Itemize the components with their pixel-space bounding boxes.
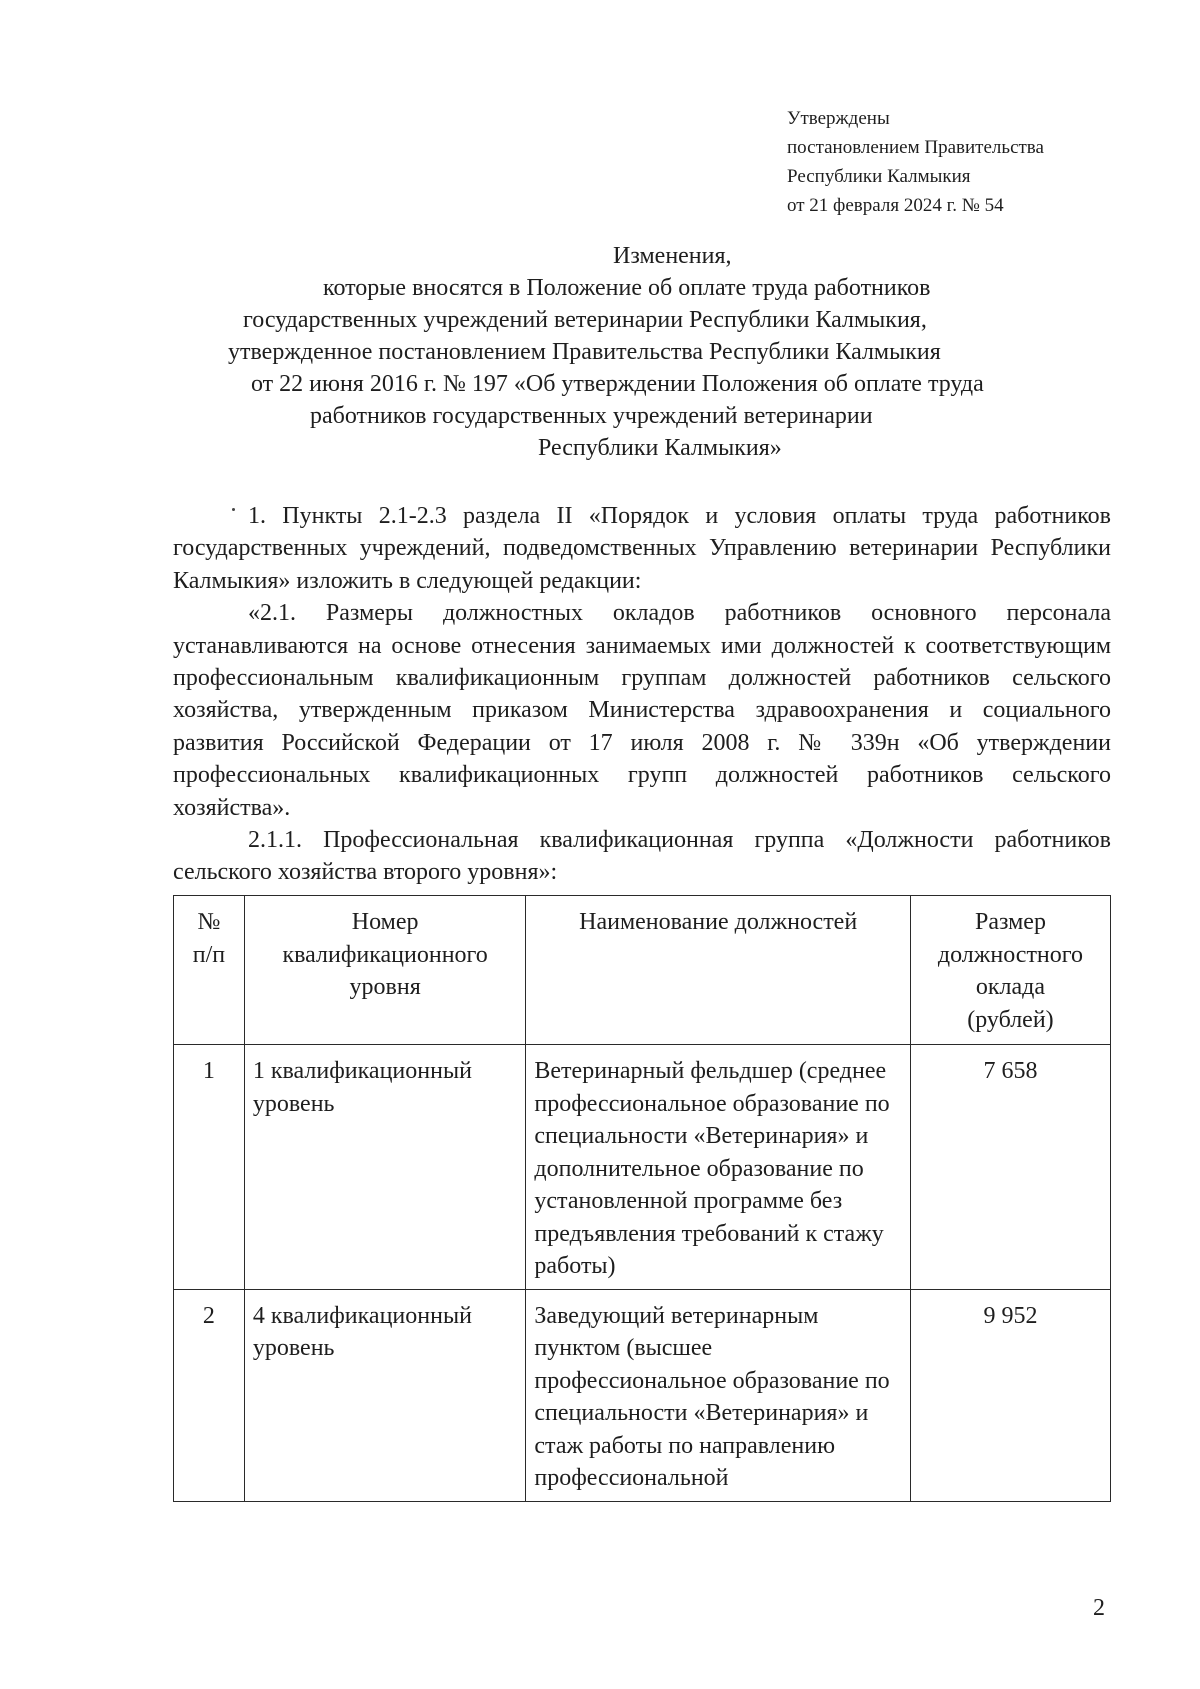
heading-line: утвержденное постановлением Правительства Республики Калмыкия: [228, 339, 941, 365]
header-qualification-level: Номер квалификационного уровня: [244, 896, 526, 1045]
body-paragraph: 2.1.1. Профессиональная квалификационная группа «Должности работников сельского хозяйства второго уровня»:: [173, 827, 1111, 886]
salary-table: [173, 895, 1111, 1502]
row-position-name: Заведующий ветеринарным пунктом (высшее профессиональное образование по специальности «Ветеринария» и стаж работы по направлению профессиональной: [526, 1289, 911, 1501]
heading-line: работников государственных учреждений ветеринарии: [310, 403, 873, 429]
page-number: 2: [1093, 1595, 1105, 1621]
row-salary: 7 658: [910, 1045, 1110, 1290]
document-body: [173, 500, 1111, 889]
row-position-name: Ветеринарный фельдшер (среднее профессиональное образование по специальности «Ветеринария» и дополнительное образование по установленной программе без предъявления требований к стажу работы): [526, 1045, 911, 1290]
approval-block: [787, 104, 1044, 220]
heading-line: от 22 июня 2016 г. № 197 «Об утверждении Положения об оплате труда: [251, 371, 984, 397]
table-row: [174, 1045, 1111, 1290]
table-header-row: [174, 896, 1111, 1045]
heading-line: которые вносятся в Положение об оплате труда работников: [323, 275, 931, 301]
header-position-name: Наименование должностей: [526, 896, 911, 1045]
approval-line: постановлением Правительства: [787, 137, 1044, 158]
heading-title: Изменения,: [613, 243, 732, 269]
heading-line: государственных учреждений ветеринарии Республики Калмыкия,: [243, 307, 927, 333]
header-number: № п/п: [174, 896, 245, 1045]
approval-line: Республики Калмыкия: [787, 166, 971, 187]
row-number: 1: [174, 1045, 245, 1290]
document-heading: [200, 240, 1120, 464]
body-paragraph: 1. Пункты 2.1-2.3 раздела II «Порядок и условия оплаты труда работников государственных учреждений, подведомственных Управлению ветеринарии Республики Калмыкия» изложить в следующей редакции:: [173, 503, 1111, 594]
row-salary: 9 952: [910, 1289, 1110, 1501]
row-number: 2: [174, 1289, 245, 1501]
header-salary: Размер должностного оклада (рублей): [910, 896, 1110, 1045]
body-paragraph: «2.1. Размеры должностных окладов работников основного персонала устанавливаются на основе отнесения занимаемых ими должностей к соответствующим профессиональным квалификационным группам должностей работников сельского хозяйства, утвержденным приказом Министерства здравоохранения и социального развития Российской Федерации от 17 июля 2008 г. № 339н «Об утверждении профессиональных квалификационных групп должностей работников сельского хозяйства».: [173, 600, 1111, 821]
heading-line: Республики Калмыкия»: [538, 435, 782, 461]
table-row: [174, 1289, 1111, 1501]
row-level: 4 квалификационный уровень: [244, 1289, 526, 1501]
approval-line: Утверждены: [787, 108, 890, 129]
row-level: 1 квалификационный уровень: [244, 1045, 526, 1290]
approval-line: от 21 февраля 2024 г. № 54: [787, 195, 1004, 216]
